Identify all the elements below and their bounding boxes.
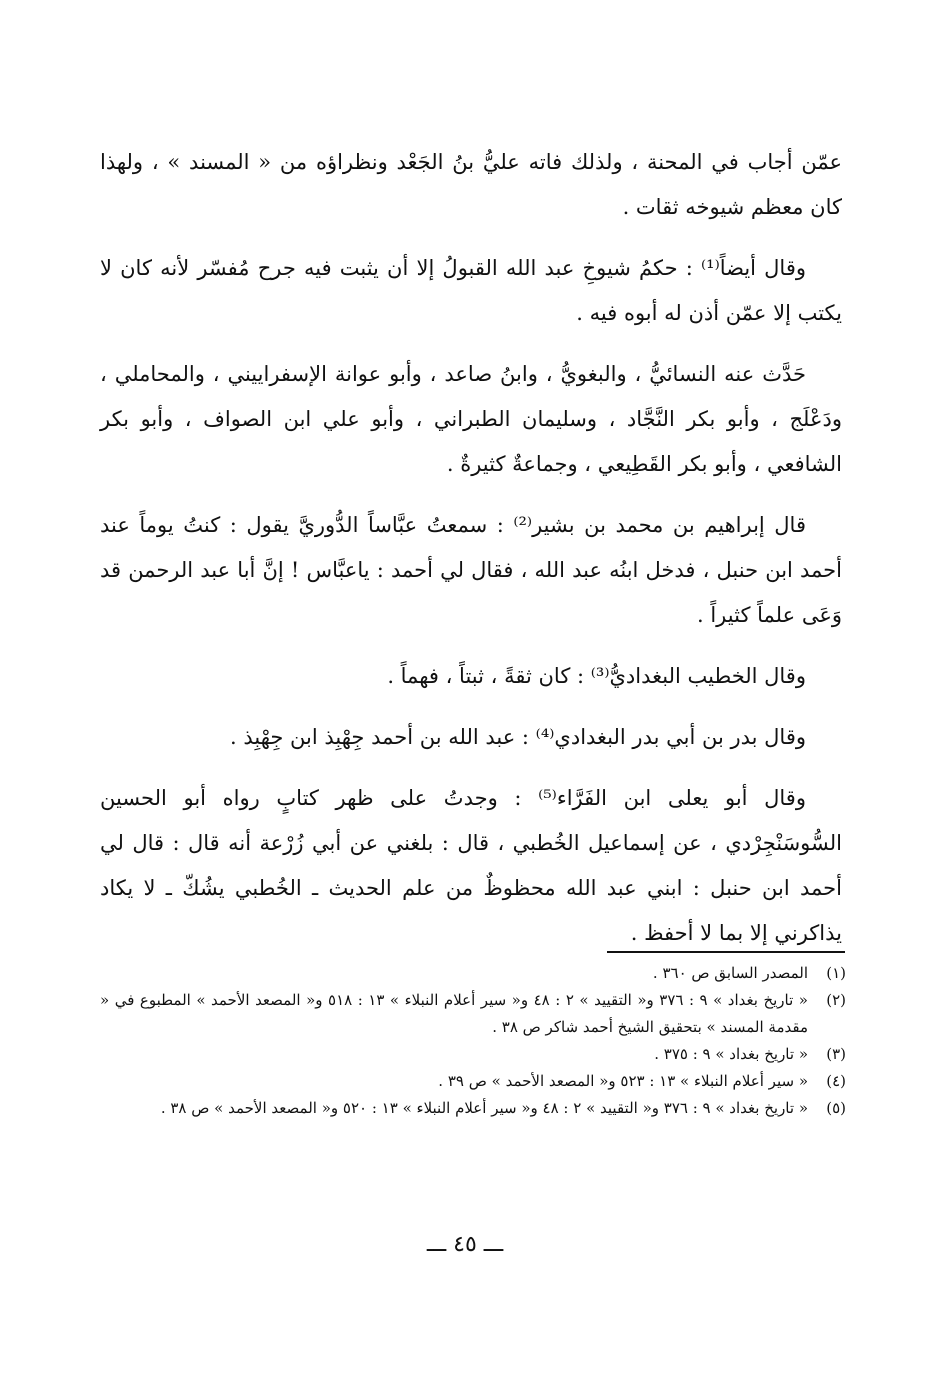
footnote-text: « سير أعلام النبلاء » ١٣ : ٥٢٣ و« المصعد الأحمد » ص ٣٩ . — [438, 1072, 808, 1090]
footnote — [100, 1041, 846, 1068]
footnote-text: المصدر السابق ص ٣٦٠ . — [652, 964, 808, 982]
paragraph: وقال الخطيب البغداديُّ⁽³⁾ : كان ثقةً ، ثبتاً ، فهماً . — [387, 664, 806, 688]
footnote-number: (٣) — [826, 1045, 846, 1063]
paragraph: عمّن أجاب في المحنة ، ولذلك فاته عليُّ بنُ الجَعْد ونظراؤه من « المسند » ، ولهذا كان معظم شيوخه ثقات . — [100, 150, 842, 219]
footnote — [100, 1068, 846, 1095]
footnote-text: « تاريخ بغداد » ٩ : ٣٧٦ و« التقييد » ٢ : ٤٨ و« سير أعلام النبلاء » ١٣ : ٥١٨ و« المصعد الأحمد » المطبوع في « مقدمة المسند » بتحقيق الشيخ أحمد شاكر ص ٣٨ . — [100, 991, 808, 1036]
footnote-text: « تاريخ بغداد » ٩ : ٣٧٥ . — [654, 1045, 808, 1063]
footnote-number: (٢) — [826, 991, 846, 1009]
footnote — [100, 1095, 846, 1122]
footnote-number: (٤) — [826, 1072, 846, 1090]
paragraph: وقال أيضاً⁽¹⁾ : حكمُ شيوخِ عبد الله القبولُ إلا أن يثبت فيه جرح مُفسّر لأنه كان لا يكتب إلا عمّن أذن له أبوه فيه . — [100, 256, 842, 325]
footnote-number: (١) — [826, 964, 846, 982]
paragraph: وقال أبو يعلى ابن الفَرَّاء⁽⁵⁾ : وجدتُ على ظهر كتابٍ رواه أبو الحسين السُّوسَنْجِرْدي ، عن إسماعيل الخُطبي ، قال : بلغني عن أبي زُرْعة أنه قال : قال لي أحمد ابن حنبل : ابني عبد الله محظوظٌ من علم الحديث ـ الخُطبي يشُكّ ـ لا يكاد يذاكرني إلا بما لا أحفظ . — [100, 786, 842, 945]
paragraph: حَدَّث عنه النسائيُّ ، والبغويُّ ، وابنُ صاعد ، وأبو عوانة الإسفراييني ، والمحاملي ، ودَعْلَج ، وأبو بكر النَّجَّاد ، وسليمان الطبراني ، وأبو علي ابن الصواف ، وأبو بكر الشافعي ، وأبو بكر القَطِيعي ، وجماعةٌ كثيرةٌ . — [100, 362, 842, 476]
footnotes — [100, 960, 846, 1122]
footnote — [100, 987, 846, 1041]
footnote-separator — [607, 951, 845, 953]
main-text — [100, 140, 842, 972]
paragraph: قال إبراهيم بن محمد بن بشير⁽²⁾ : سمعتُ عبَّاساً الدُّوريَّ يقول : كنتُ يوماً عند أحمد ابن حنبل ، فدخل ابنُه عبد الله ، فقال لي أحمد : ياعبَّاس ! إنَّ أبا عبد الرحمن قد وَعَى علماً كثيراً . — [100, 513, 842, 627]
paragraph: وقال بدر بن أبي بدر البغدادي⁽⁴⁾ : عبد الله بن أحمد جِهْبِذ ابن جِهْبِذ . — [229, 725, 806, 749]
page-number: ـــ ٤٥ ـــ — [426, 1232, 504, 1257]
footnote — [100, 960, 846, 987]
footnote-text: « تاريخ بغداد » ٩ : ٣٧٦ و« التقييد » ٢ : ٤٨ و« سير أعلام النبلاء » ١٣ : ٥٢٠ و« المصعد الأحمد » ص ٣٨ . — [160, 1099, 808, 1117]
footnote-number: (٥) — [826, 1099, 846, 1117]
